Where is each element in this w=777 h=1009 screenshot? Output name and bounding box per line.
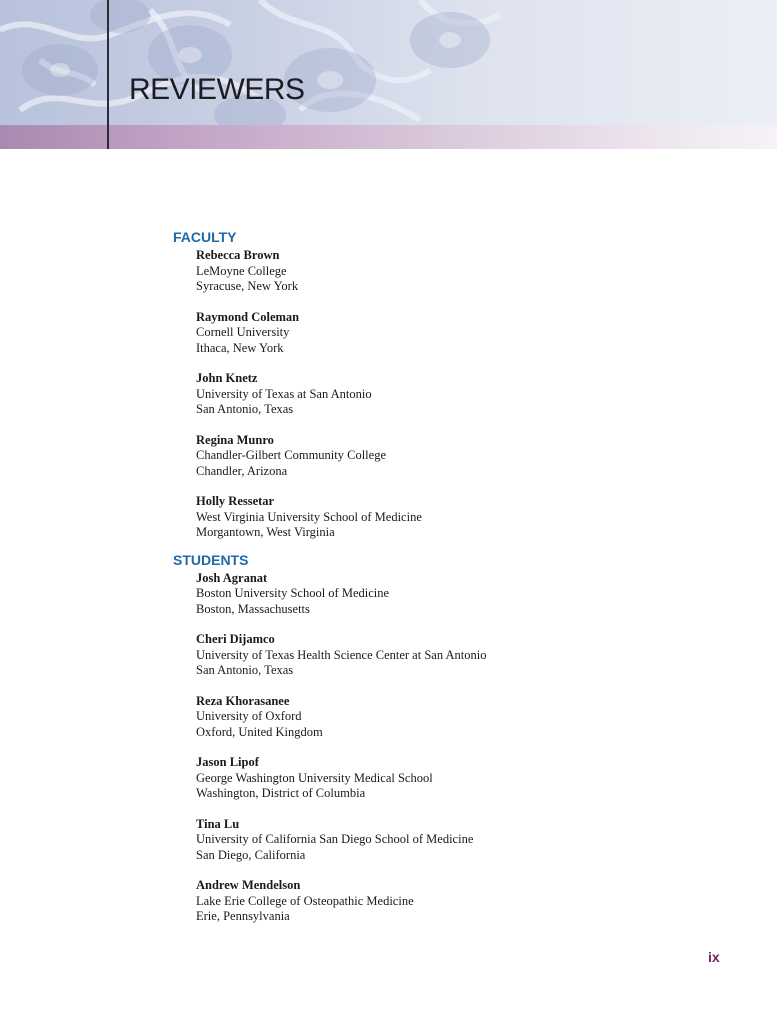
- reviewer-entry: [196, 571, 693, 618]
- reviewer-institution: University of Texas Health Science Center at San Antonio: [196, 647, 487, 662]
- reviewer-name: Holly Ressetar: [196, 494, 275, 508]
- page-title: REVIEWERS: [129, 73, 305, 106]
- reviewer-name: John Knetz: [196, 371, 258, 385]
- reviewer-institution: University of Oxford: [196, 709, 302, 723]
- reviewer-institution: Chandler-Gilbert Community College: [196, 448, 386, 462]
- reviewer-institution: University of Texas at San Antonio: [196, 386, 372, 401]
- header-vertical-rule: [107, 0, 109, 149]
- section-heading-faculty: FACULTY: [173, 229, 237, 245]
- students-list: [173, 571, 693, 925]
- section-heading-students: STUDENTS: [173, 551, 249, 568]
- reviewer-location: Erie, Pennsylvania: [196, 909, 290, 923]
- reviewer-entry: [196, 694, 693, 741]
- reviewer-entry: [196, 755, 693, 802]
- reviewer-location: Boston, Massachusetts: [196, 601, 310, 616]
- reviewer-entry: [196, 310, 693, 357]
- reviewer-location: San Antonio, Texas: [196, 663, 294, 677]
- reviewer-name: Raymond Coleman: [196, 309, 300, 324]
- reviewer-institution: George Washington University Medical School: [196, 770, 433, 785]
- reviewer-institution: Cornell University: [196, 325, 290, 339]
- students-section: [173, 551, 693, 925]
- page-number: ix: [708, 949, 720, 965]
- reviewers-content: [173, 228, 693, 925]
- reviewer-institution: University of California San Diego School of Medicine: [196, 832, 474, 846]
- reviewer-institution: Boston University School of Medicine: [196, 586, 390, 600]
- header-stripe: [0, 125, 777, 149]
- reviewer-entry: [196, 494, 693, 541]
- reviewer-name: Andrew Mendelson: [196, 878, 301, 892]
- reviewer-name: Cheri Dijamco: [196, 632, 275, 646]
- reviewer-institution: West Virginia University School of Medicine: [196, 509, 422, 524]
- reviewer-name: Regina Munro: [196, 432, 274, 447]
- reviewer-name: Rebecca Brown: [196, 248, 280, 262]
- faculty-list: [173, 248, 693, 541]
- reviewer-entry: [196, 632, 693, 679]
- reviewer-location: Chandler, Arizona: [196, 463, 288, 478]
- reviewer-location: Oxford, United Kingdom: [196, 724, 323, 739]
- reviewer-name: Reza Khorasanee: [196, 693, 290, 708]
- reviewer-institution: Lake Erie College of Osteopathic Medicine: [196, 893, 414, 908]
- reviewer-location: Washington, District of Columbia: [196, 786, 366, 800]
- reviewer-location: San Diego, California: [196, 847, 306, 862]
- faculty-section: [173, 228, 693, 541]
- reviewer-name: Jason Lipof: [196, 755, 259, 769]
- reviewer-entry: [196, 817, 693, 864]
- reviewer-location: Ithaca, New York: [196, 340, 284, 355]
- reviewer-entry: [196, 371, 693, 418]
- header-banner: [0, 0, 777, 149]
- reviewer-name: Josh Agranat: [196, 570, 268, 585]
- reviewer-name: Tina Lu: [196, 816, 240, 831]
- reviewer-institution: LeMoyne College: [196, 263, 287, 278]
- reviewer-entry: [196, 248, 693, 295]
- reviewer-location: San Antonio, Texas: [196, 402, 294, 416]
- reviewer-location: Syracuse, New York: [196, 279, 299, 293]
- histology-background-image: [0, 0, 777, 125]
- reviewer-entry: [196, 433, 693, 480]
- reviewer-entry: [196, 878, 693, 925]
- reviewer-location: Morgantown, West Virginia: [196, 525, 335, 539]
